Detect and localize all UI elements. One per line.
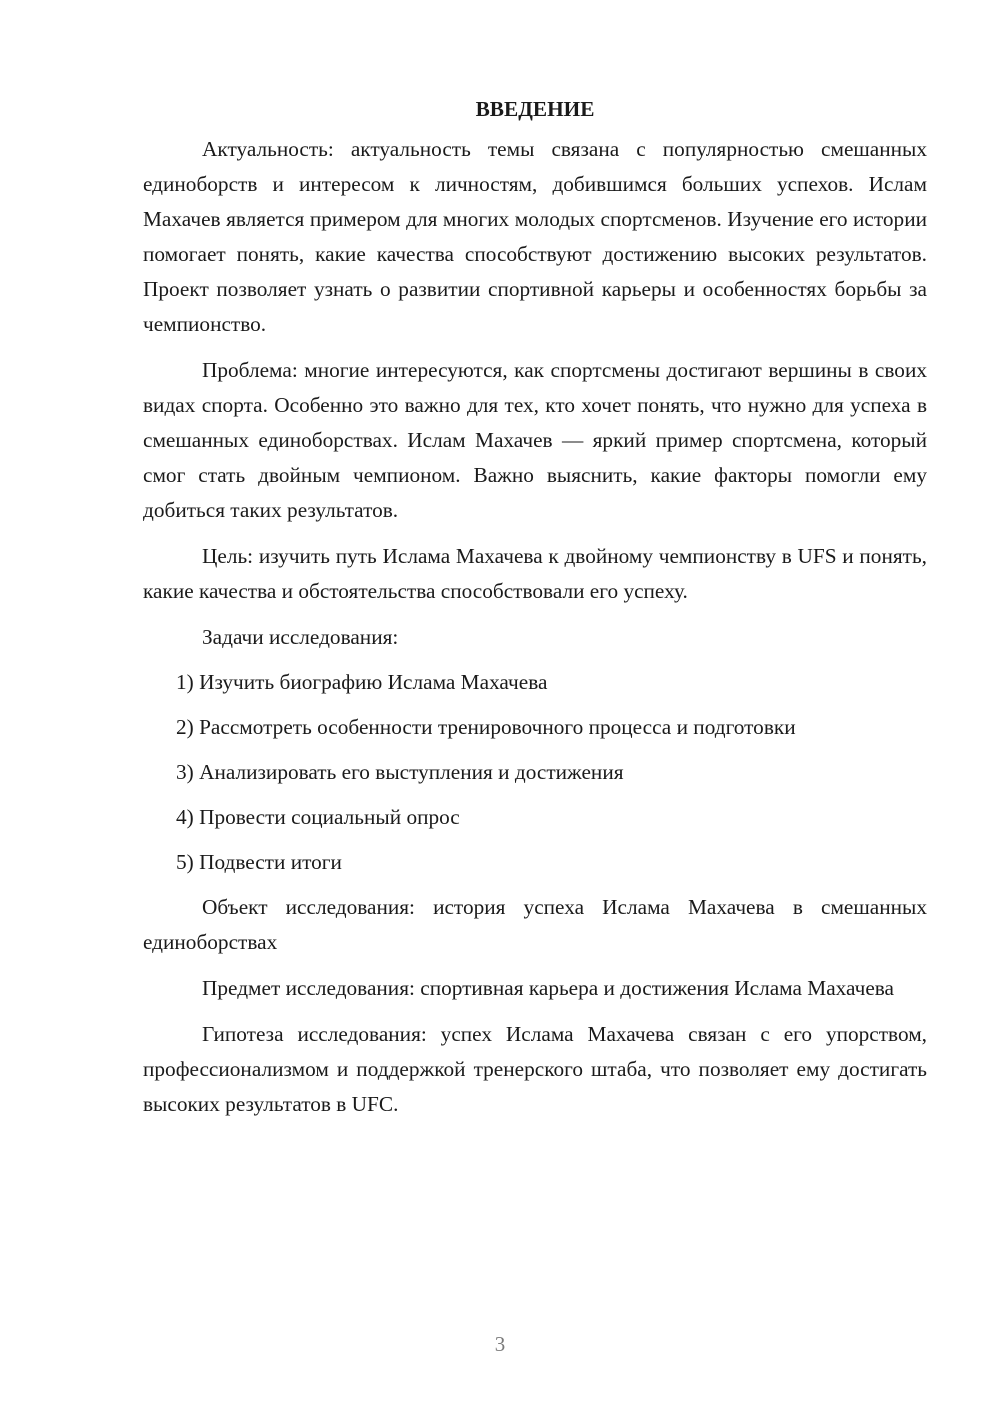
paragraph-object: Объект исследования: история успеха Ислама Махачева в смешанных единоборствах xyxy=(143,895,927,954)
tasks-list xyxy=(143,665,927,880)
task-item: 1) Изучить биографию Ислама Махачева xyxy=(176,670,548,694)
task-item: 5) Подвести итоги xyxy=(176,850,342,874)
section-title: ВВЕДЕНИЕ xyxy=(475,97,595,121)
paragraph-goal: Цель: изучить путь Ислама Махачева к двойному чемпионству в UFS и понять, какие качества и обстоятельства способствовали его успеху. xyxy=(143,544,927,603)
paragraph-problem: Проблема: многие интересуются, как спортсмены достигают вершины в своих видах спорта. Особенно это важно для тех, кто хочет понять, что нужно для успеха в смешанных единоборствах. Ислам Махачев — яркий пример спортсмена, который смог стать двойным чемпионом. Важно выяснить, какие факторы помогли ему добиться таких результатов. xyxy=(143,358,927,522)
task-item: 2) Рассмотреть особенности тренировочного процесса и подготовки xyxy=(176,715,796,739)
page-number: 3 xyxy=(494,1332,506,1356)
tasks-heading: Задачи исследования: xyxy=(202,625,399,649)
document-page xyxy=(143,92,927,1133)
paragraph-hypothesis: Гипотеза исследования: успех Ислама Махачева связан с его упорством, профессионализмом и поддержкой тренерского штаба, что позволяет ему достигать высоких результатов в UFC. xyxy=(143,1022,927,1116)
paragraph-relevance: Актуальность: актуальность темы связана с популярностью смешанных единоборств и интересом к личностям, добившимся больших успехов. Ислам Махачев является примером для многих молодых спортсменов. Изучение его истории помогает понять, какие качества способствуют достижению высоких результатов. Проект позволяет узнать о развитии спортивной карьеры и особенностях борьбы за чемпионство. xyxy=(143,137,927,336)
paragraph-subject: Предмет исследования: спортивная карьера и достижения Ислама Махачева xyxy=(202,976,895,1000)
task-item: 4) Провести социальный опрос xyxy=(176,805,460,829)
task-item: 3) Анализировать его выступления и достижения xyxy=(176,760,624,784)
